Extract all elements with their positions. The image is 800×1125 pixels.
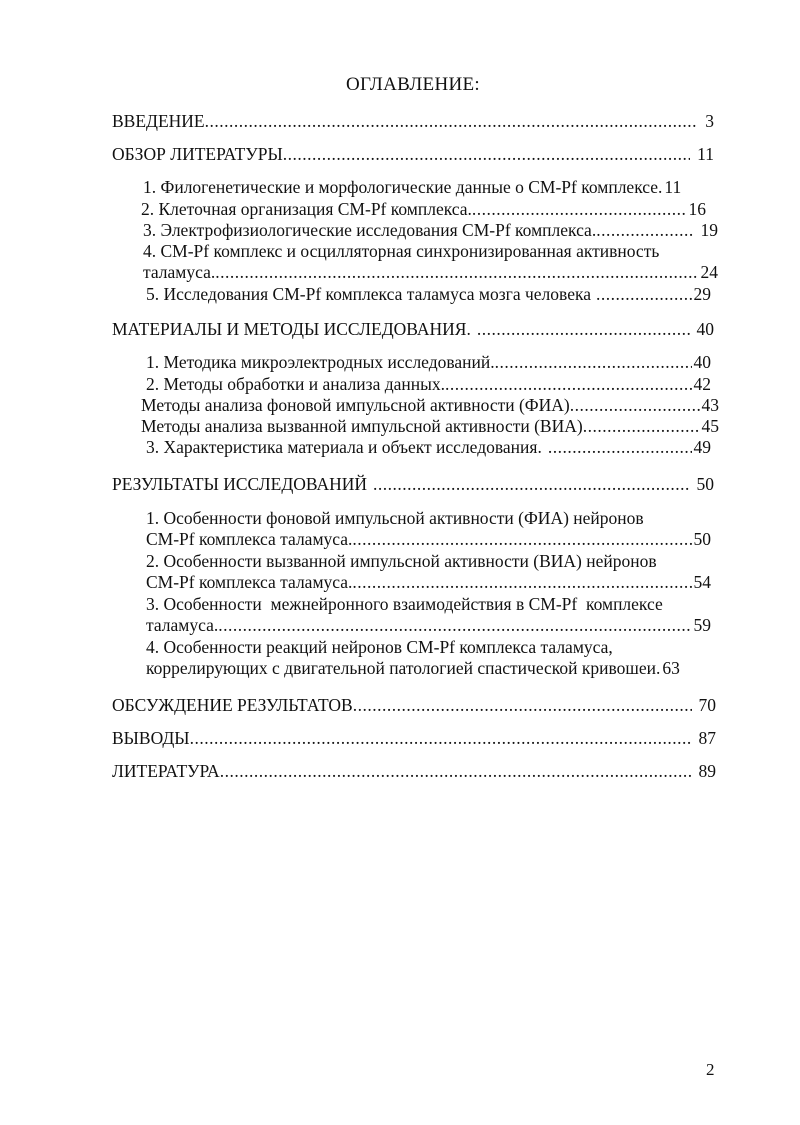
toc-page-number: 89 (698, 761, 716, 781)
toc-entry-results (112, 473, 714, 495)
toc-entry-literature (112, 760, 716, 782)
toc-leader-dots (495, 351, 692, 373)
toc-entry-label: СМ-Pf комплекса таламуса. (146, 572, 353, 592)
toc-page-number: 40 (696, 319, 714, 339)
toc-leader-dots (445, 373, 691, 395)
toc-entry-label: 3. Характеристика материала и объект исследования. (146, 437, 542, 457)
toc-entry-label: 3. Электрофизиологические исследования СМ-Pf комплекса. (143, 220, 597, 240)
toc-page-number: 54 (693, 572, 711, 592)
toc-entry-label: ОБСУЖДЕНИЕ РЕЗУЛЬТАТОВ (112, 695, 353, 715)
toc-page-number: 3 (705, 111, 714, 131)
toc-leader-dots (591, 283, 692, 305)
toc-leader-dots (583, 415, 700, 437)
toc-leader-dots (353, 694, 692, 716)
toc-entry-label: 5. Исследования СМ-Pf комплекса таламуса мозга человека (146, 284, 591, 304)
toc-page-number: 87 (698, 728, 716, 748)
toc-page-number: 16 (688, 199, 706, 219)
toc-subentry-line1: 1. Особенности фоновой импульсной активности (ФИА) нейронов (146, 508, 644, 528)
toc-leader-dots (352, 571, 691, 593)
toc-page-number: 24 (700, 262, 718, 282)
toc-leader-dots (367, 473, 689, 495)
toc-entry-methods (112, 318, 714, 340)
toc-page-number: 29 (693, 284, 711, 304)
toc-subentry (141, 415, 719, 437)
toc-subentry-line1: 4. СМ-Pf комплекс и осцилляторная синхронизированная активность (143, 241, 660, 261)
toc-subentry-line1: 2. Особенности вызванной импульсной активности (ВИА) нейронов (146, 551, 657, 571)
toc-entry-label: таламуса. (146, 615, 219, 635)
toc-entry-label: ОБЗОР ЛИТЕРАТУРЫ (112, 144, 283, 164)
page-title: ОГЛАВЛЕНИЕ: (346, 74, 480, 95)
toc-page-number: 19 (700, 220, 718, 240)
toc-entry-label: таламуса. (143, 262, 216, 282)
toc-entry-label: 2. Методы обработки и анализа данных. (146, 374, 446, 394)
toc-entry-conclusions (112, 727, 716, 749)
toc-subentry (146, 614, 711, 636)
toc-subentry-line1: 3. Особенности межнейронного взаимодействия в СМ-Pf комплексе (146, 594, 663, 614)
toc-entry-label: ВВЕДЕНИЕ (112, 111, 205, 131)
toc-page-number: 49 (693, 437, 711, 457)
toc-page-number: 45 (701, 416, 719, 436)
toc-subentry (146, 571, 711, 593)
toc-leader-dots (472, 198, 687, 220)
toc-leader-dots (218, 614, 691, 636)
toc-entry-label: ВЫВОДЫ (112, 728, 190, 748)
toc-subentry (141, 198, 706, 220)
toc-subentry (141, 394, 719, 416)
toc-subentry (146, 373, 711, 395)
toc-leader-dots (596, 219, 693, 241)
toc-page-number: 59 (693, 615, 711, 635)
toc-page-number: 50 (693, 529, 711, 549)
toc-subentry (146, 657, 721, 679)
toc-leader-dots (220, 760, 692, 782)
toc-leader-dots (190, 727, 692, 749)
toc-page-number: 42 (693, 374, 711, 394)
toc-subentry (146, 283, 711, 305)
toc-subentry (143, 219, 718, 241)
toc-page-number: 43 (701, 395, 719, 415)
toc-entry-label: Методы анализа вызванной импульсной активности (ВИА) (141, 416, 583, 436)
toc-subentry (146, 436, 711, 458)
toc-leader-dots (215, 261, 698, 283)
toc-entry-review (112, 143, 714, 165)
toc-leader-dots (542, 436, 692, 458)
toc-entry-intro (112, 110, 714, 132)
toc-subentry (143, 261, 718, 283)
toc-entry-label: РЕЗУЛЬТАТЫ ИССЛЕДОВАНИЙ (112, 474, 368, 494)
toc-leader-dots (283, 143, 690, 165)
toc-page-number: 70 (698, 695, 716, 715)
toc-entry-label: 1. Методика микроэлектродных исследований. (146, 352, 495, 372)
toc-entry-label: ЛИТЕРАТУРА (112, 761, 220, 781)
toc-page-number: 11 (697, 144, 714, 164)
toc-entry-label: СМ-Pf комплекса таламуса. (146, 529, 353, 549)
toc-entry-label: коррелирующих с двигательной патологией спастической кривошеи. (146, 658, 661, 678)
toc-leader-dots (352, 528, 691, 550)
toc-subentry-line1: 4. Особенности реакций нейронов СМ-Pf комплекса таламуса, (146, 637, 613, 657)
toc-page-number: 50 (696, 474, 714, 494)
toc-entry-discussion (112, 694, 716, 716)
toc-subentry (146, 528, 711, 550)
toc-page-number: 63 (662, 658, 680, 678)
toc-leader-dots (471, 318, 690, 340)
toc-subentry (146, 351, 711, 373)
toc-entry-label: МАТЕРИАЛЫ И МЕТОДЫ ИССЛЕДОВАНИЯ. (112, 319, 471, 339)
toc-page-number: 11 (664, 177, 682, 197)
toc-entry-label: 1. Филогенетические и морфологические данные о СМ-Pf комплексе. (143, 177, 663, 197)
page-number: 2 (706, 1060, 715, 1079)
toc-leader-dots (205, 110, 699, 132)
toc-entry-label: Методы анализа фоновой импульсной активности (ФИА) (141, 395, 570, 415)
toc-leader-dots (570, 394, 700, 416)
toc-page-number: 40 (693, 352, 711, 372)
toc-entry-label: 2. Клеточная организация СМ-Pf комплекса. (141, 199, 472, 219)
toc-subentry (143, 176, 719, 198)
